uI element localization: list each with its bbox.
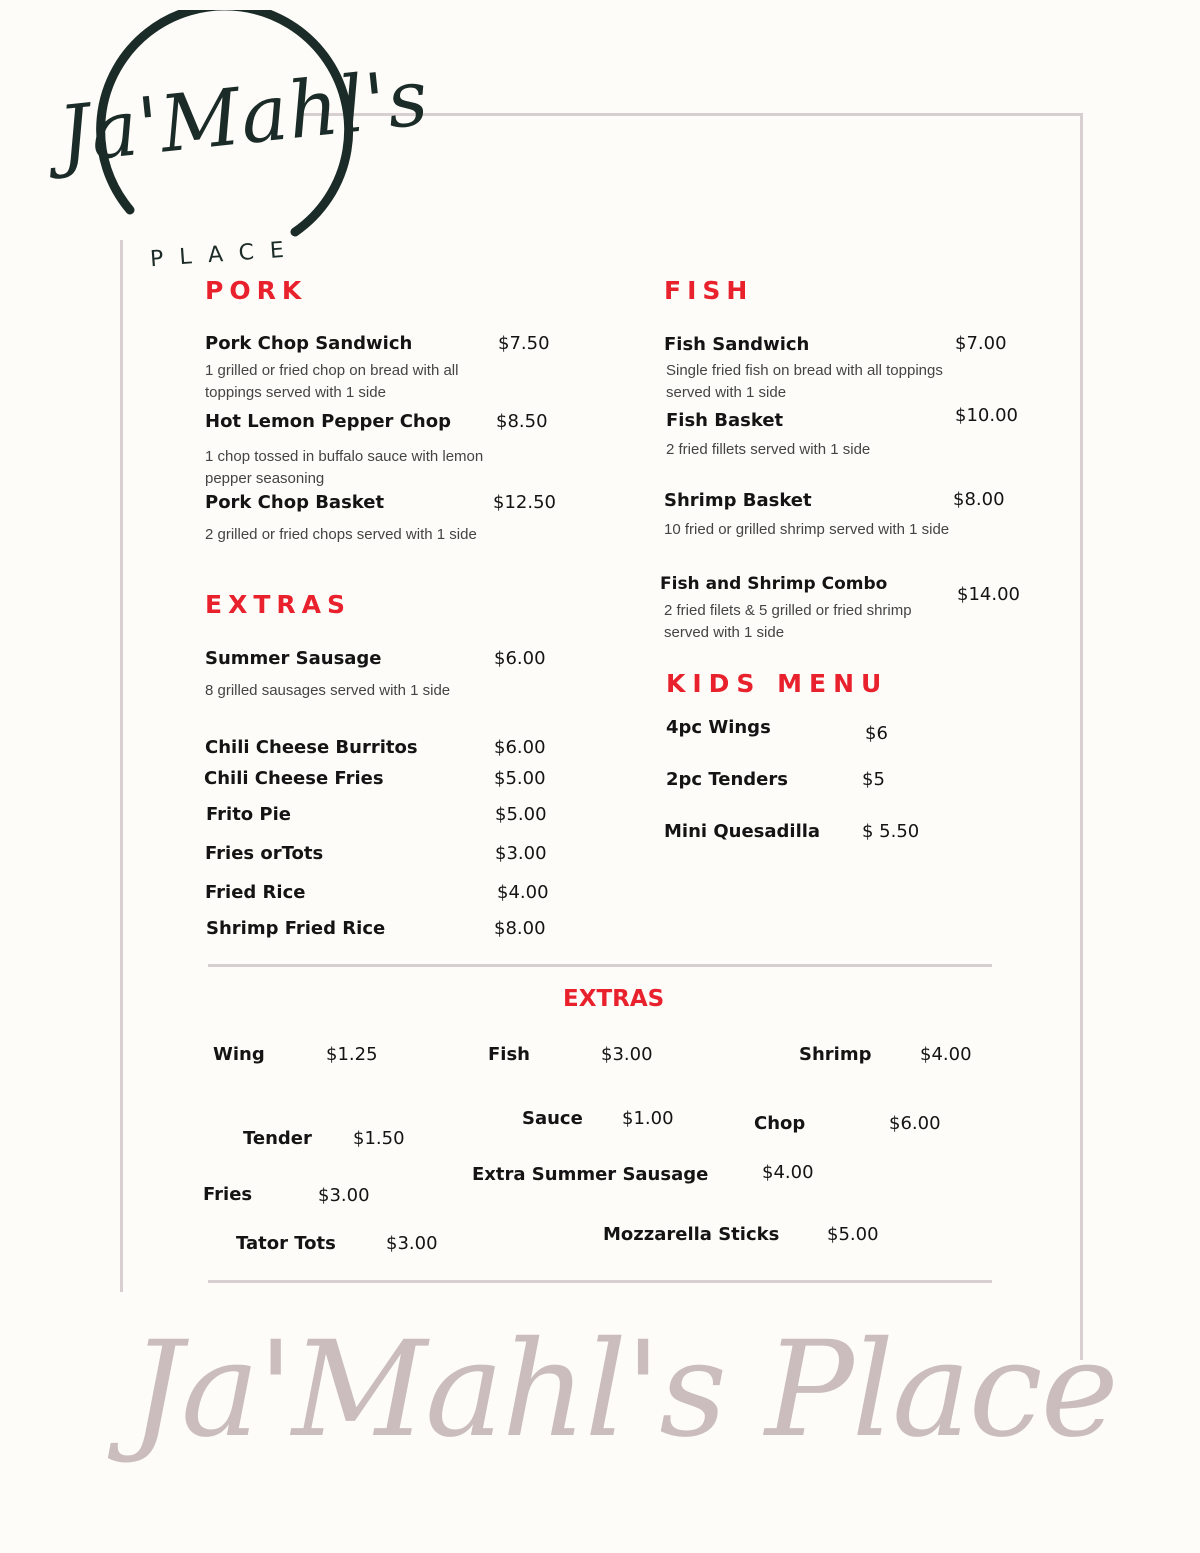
- extra-item-price: $3.00: [601, 1044, 653, 1065]
- menu-item-name: Fish Sandwich: [664, 334, 810, 355]
- extra-item-price: $3.00: [386, 1233, 438, 1254]
- divider-bottom: [208, 1280, 992, 1283]
- kids-section-title: KIDS MENU: [666, 669, 889, 698]
- menu-item-name: Shrimp Basket: [664, 490, 812, 511]
- menu-item-price: $3.00: [495, 843, 547, 864]
- extra-item-price: $1.00: [622, 1108, 674, 1129]
- menu-item-price: $5: [862, 769, 885, 790]
- menu-item-desc: 10 fried or grilled shrimp served with 1 side: [664, 521, 950, 538]
- extra-item-name: Fish: [488, 1044, 530, 1065]
- logo: [50, 10, 433, 290]
- divider-top: [208, 964, 992, 967]
- extra-item-name: Tender: [243, 1128, 312, 1149]
- bottom-extras-title: EXTRAS: [563, 986, 665, 1012]
- menu-item-name: Frito Pie: [206, 804, 291, 825]
- menu-item-desc: 8 grilled sausages served with 1 side: [205, 682, 451, 699]
- extra-item-name: Extra Summer Sausage: [472, 1164, 709, 1185]
- extra-item-name: Chop: [754, 1113, 806, 1134]
- extra-item-price: $4.00: [762, 1162, 814, 1183]
- menu-item-name: Shrimp Fried Rice: [206, 918, 386, 939]
- extra-item-price: $1.25: [326, 1044, 378, 1065]
- menu-item-name: Pork Chop Basket: [205, 492, 385, 513]
- extra-item-name: Fries: [203, 1184, 253, 1205]
- extra-item-price: $5.00: [827, 1224, 879, 1245]
- menu-item-name: Pork Chop Sandwich: [205, 333, 413, 354]
- logo-script-text: Ja'Mahl's: [54, 52, 433, 182]
- menu-item-price: $6.00: [494, 737, 546, 758]
- menu-item-price: $7.00: [955, 333, 1007, 354]
- menu-item-name: Fries orTots: [205, 843, 324, 864]
- extra-item-name: Sauce: [522, 1108, 583, 1129]
- pork-section-title: PORK: [205, 276, 308, 305]
- menu-item-price: $10.00: [955, 405, 1018, 426]
- extra-item-price: $6.00: [889, 1113, 941, 1134]
- menu-item-price: $8.50: [496, 411, 548, 432]
- menu-item-price: $5.00: [495, 804, 547, 825]
- menu-item-name: Fried Rice: [205, 882, 306, 903]
- menu-item-name: Fish Basket: [666, 410, 784, 431]
- menu-item-desc: 1 chop tossed in buffalo sauce with lemon pepper seasoning: [205, 448, 484, 487]
- menu-item-name: Chili Cheese Burritos: [205, 737, 418, 758]
- menu-item-name: 2pc Tenders: [666, 769, 788, 790]
- extra-item-price: $4.00: [920, 1044, 972, 1065]
- menu-item-name: Mini Quesadilla: [664, 821, 821, 842]
- menu-item-price: $8.00: [494, 918, 546, 939]
- menu-item-name: Summer Sausage: [205, 648, 382, 669]
- extra-item-name: Tator Tots: [236, 1233, 336, 1254]
- menu-item-price: $ 5.50: [862, 821, 920, 842]
- frame-right-line: [1080, 113, 1083, 1360]
- menu-item-desc: 2 fried fillets served with 1 side: [666, 441, 871, 458]
- menu-item-desc: 1 grilled or fried chop on bread with all toppings served with 1 side: [205, 362, 459, 401]
- frame-left-line: [120, 240, 123, 1292]
- extras-section-title: EXTRAS: [205, 590, 352, 619]
- menu-item-desc: Single fried fish on bread with all toppings served with 1 side: [666, 362, 943, 401]
- extra-item-name: Shrimp: [799, 1044, 872, 1065]
- menu-item-price: $4.00: [497, 882, 549, 903]
- logo-ring-text: PLACE: [149, 236, 301, 273]
- menu-item-price: $14.00: [957, 584, 1020, 605]
- menu-item-name: 4pc Wings: [666, 717, 771, 738]
- menu-item-price: $5.00: [494, 768, 546, 789]
- extra-item-name: Mozzarella Sticks: [603, 1224, 780, 1245]
- extra-item-price: $3.00: [318, 1185, 370, 1206]
- menu-item-price: $12.50: [493, 492, 556, 513]
- extra-item-price: $1.50: [353, 1128, 405, 1149]
- menu-item-name: Chili Cheese Fries: [204, 768, 384, 789]
- watermark-script: Ja'Mahl's Place: [130, 1313, 1117, 1467]
- menu-item-price: $8.00: [953, 489, 1005, 510]
- menu-item-desc: 2 fried filets & 5 grilled or fried shrimp served with 1 side: [664, 602, 912, 641]
- menu-item-price: $6.00: [494, 648, 546, 669]
- menu-item-price: $6: [865, 723, 888, 744]
- menu-item-price: $7.50: [498, 333, 550, 354]
- menu-item-name: Fish and Shrimp Combo: [660, 574, 888, 594]
- fish-section-title: FISH: [664, 276, 754, 305]
- menu-item-desc: 2 grilled or fried chops served with 1 side: [205, 526, 477, 543]
- menu-item-name: Hot Lemon Pepper Chop: [205, 411, 451, 432]
- extra-item-name: Wing: [213, 1044, 265, 1065]
